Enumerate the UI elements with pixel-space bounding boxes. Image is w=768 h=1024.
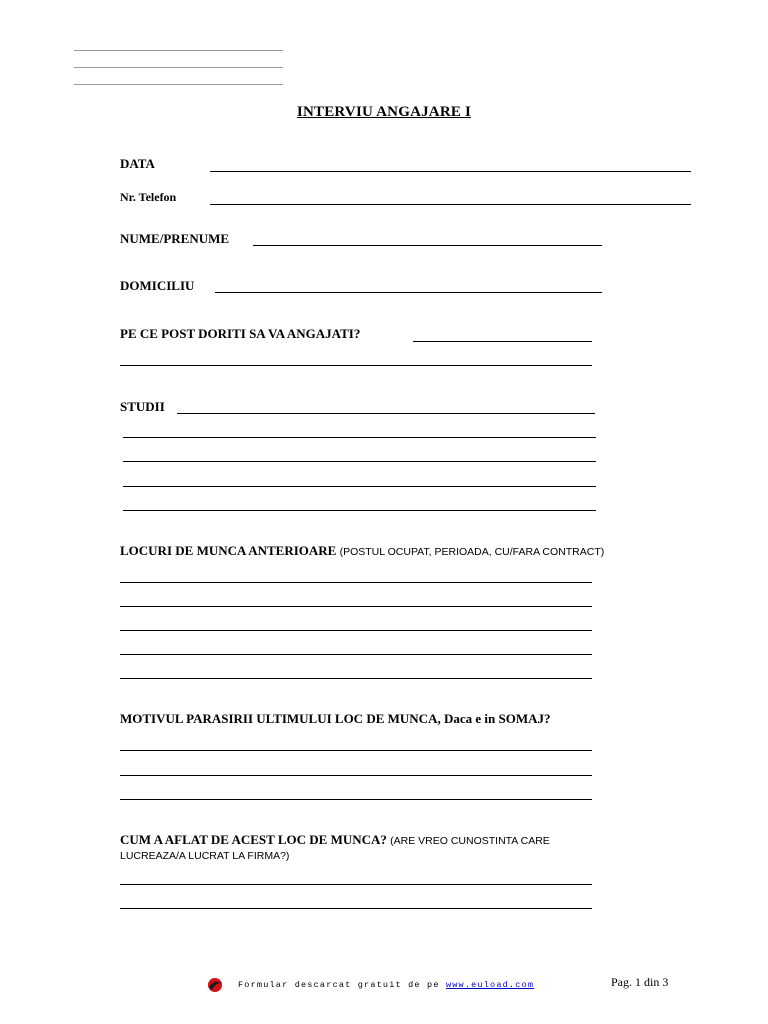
header-line-3 bbox=[74, 84, 283, 85]
motiv-label: MOTIVUL PARASIRII ULTIMULUI LOC DE MUNCA, Daca e in SOMAJ? bbox=[120, 711, 551, 726]
studii-label: STUDII bbox=[120, 399, 165, 414]
data-label: DATA bbox=[120, 156, 155, 171]
cum-heading bbox=[120, 832, 550, 848]
cum-line-2[interactable] bbox=[120, 908, 592, 909]
locuri-line-1[interactable] bbox=[120, 582, 592, 583]
nume-field[interactable] bbox=[253, 245, 602, 246]
studii-line-5[interactable] bbox=[123, 510, 596, 511]
post-field-line-2[interactable] bbox=[120, 365, 592, 366]
locuri-line-4[interactable] bbox=[120, 654, 592, 655]
cum-label: CUM A AFLAT DE ACEST LOC DE MUNCA? bbox=[120, 832, 387, 847]
cum-note-2: LUCREAZA/A LUCRAT LA FIRMA?) bbox=[120, 850, 290, 862]
domiciliu-field[interactable] bbox=[215, 292, 602, 293]
studii-line-3[interactable] bbox=[123, 461, 596, 462]
domiciliu-label: DOMICILIU bbox=[120, 278, 195, 293]
footer-link[interactable]: www.euload.com bbox=[445, 980, 535, 990]
motiv-line-3[interactable] bbox=[120, 799, 592, 800]
telefon-field[interactable] bbox=[210, 204, 691, 205]
page-title: INTERVIU ANGAJARE I bbox=[296, 104, 472, 120]
telefon-label: Nr. Telefon bbox=[120, 190, 177, 204]
post-label: PE CE POST DORITI SA VA ANGAJATI? bbox=[120, 326, 361, 341]
studii-line-4[interactable] bbox=[123, 486, 596, 487]
data-field[interactable] bbox=[210, 171, 691, 172]
cum-note-1: (ARE VREO CUNOSTINTA CARE bbox=[390, 835, 550, 847]
header-line-1 bbox=[74, 50, 283, 51]
header-line-2 bbox=[74, 67, 283, 68]
nume-label: NUME/PRENUME bbox=[120, 231, 230, 246]
locuri-line-2[interactable] bbox=[120, 606, 592, 607]
page-number: Pag. 1 din 3 bbox=[611, 975, 669, 989]
studii-field[interactable] bbox=[177, 413, 595, 414]
motiv-line-2[interactable] bbox=[120, 775, 592, 776]
studii-line-2[interactable] bbox=[123, 437, 596, 438]
cum-line-1[interactable] bbox=[120, 884, 592, 885]
motiv-line-1[interactable] bbox=[120, 750, 592, 751]
locuri-line-3[interactable] bbox=[120, 630, 592, 631]
locuri-note: (POSTUL OCUPAT, PERIOADA, CU/FARA CONTRACT) bbox=[339, 546, 605, 558]
footer-text-row bbox=[238, 980, 534, 990]
post-field[interactable] bbox=[413, 341, 592, 342]
locuri-line-5[interactable] bbox=[120, 678, 592, 679]
euload-logo-icon bbox=[206, 977, 224, 993]
locuri-heading bbox=[120, 543, 604, 559]
footer-text: Formular descarcat gratuit de pe bbox=[238, 980, 440, 990]
locuri-label: LOCURI DE MUNCA ANTERIOARE bbox=[120, 543, 337, 558]
